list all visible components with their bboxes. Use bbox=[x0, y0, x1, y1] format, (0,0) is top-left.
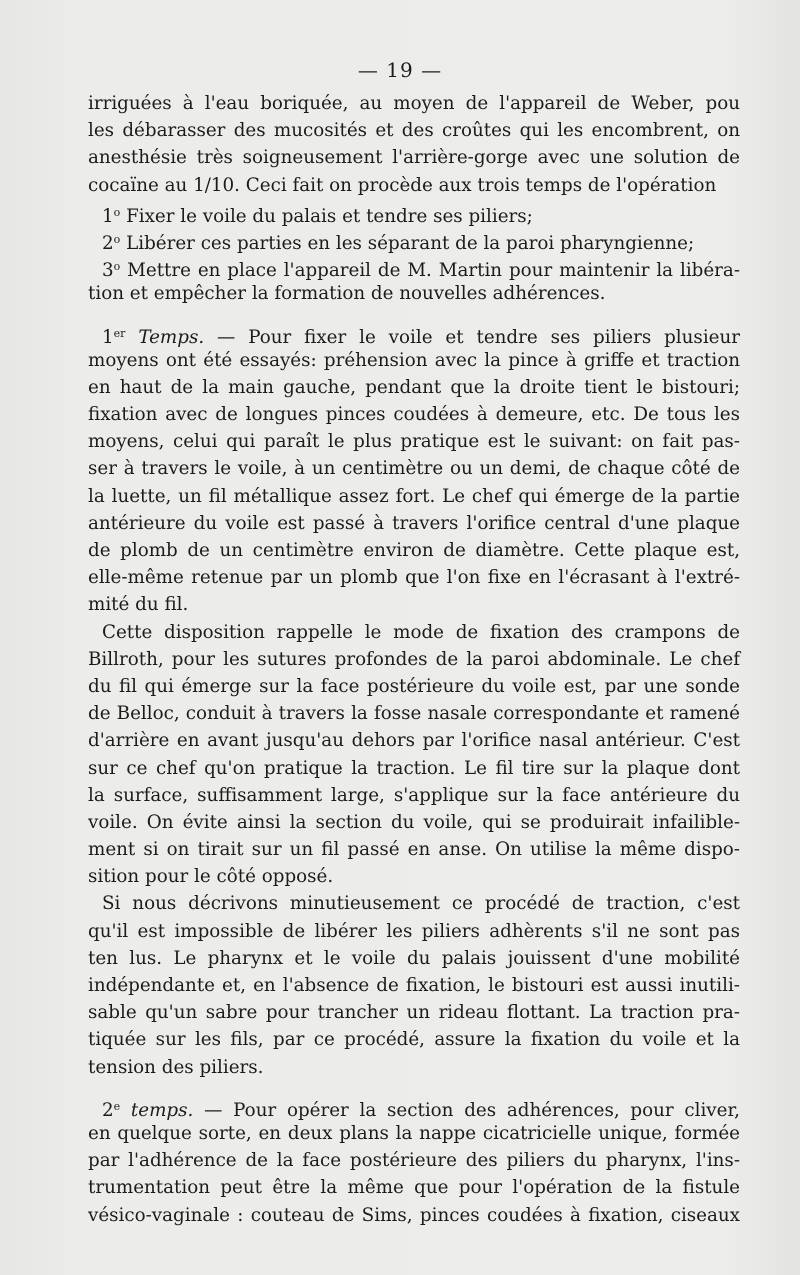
text-line: Cette disposition rappelle le mode de fixation des crampons de bbox=[102, 621, 740, 643]
text-line: la luette, un fil métallique assez fort. Le chef qui émerge de la partie bbox=[88, 485, 740, 507]
list-item-2: 2$^o$ Libérer ces parties en les séparant de la paroi pharyngienne; bbox=[102, 232, 695, 254]
text-line: antérieure du voile est passé à travers l'orifice central d'une plaque bbox=[88, 512, 740, 534]
text-line: du fil qui émerge sur la face postérieure du voile est, par une sonde bbox=[88, 675, 740, 697]
text-line: sur ce chef qu'on pratique la traction. Le fil tire sur la plaque dont bbox=[88, 757, 740, 779]
text-line: elle-même retenue par un plomb que l'on fixe en l'écrasant à l'extré- bbox=[88, 567, 740, 589]
text-line: voile. On évite ainsi la section du voile, qui se produirait infailible- bbox=[88, 811, 740, 833]
text-line: moyens ont été essayés: préhension avec la pince à griffe et traction bbox=[88, 349, 740, 371]
text-line: tion et empêcher la formation de nouvelles adhérences. bbox=[88, 283, 606, 305]
text-line: tension des piliers. bbox=[88, 1056, 264, 1078]
text-line: la surface, suffisamment large, s'applique sur la face antérieure du bbox=[88, 784, 740, 806]
text-line: tiquée sur les fils, par ce procédé, assure la fixation du voile et la bbox=[88, 1029, 740, 1051]
text-line: qu'il est impossible de libérer les piliers adhèrents s'il ne sont pas bbox=[88, 920, 740, 942]
text-line: ten lus. Le pharynx et le voile du palais jouissent d'une mobilité bbox=[88, 947, 740, 969]
section-heading-temps-2: 2e temps. — Pour opérer la section des adhérences, pour cliver, bbox=[102, 1099, 740, 1121]
section-heading-temps-1: 1er Temps. — Pour fixer le voile et tendre ses piliers plusieur bbox=[102, 326, 740, 348]
text-line: ser à travers le voile, à un centimètre ou un demi, de chaque côté de bbox=[88, 458, 740, 480]
page-number: — 19 — bbox=[357, 58, 443, 82]
text-line: indépendante et, en l'absence de fixation, le bistouri est aussi inutili- bbox=[88, 975, 740, 996]
text-line: ment si on tirait sur un fil passé en anse. On utilise la même dispo- bbox=[88, 839, 740, 861]
text-line: d'arrière en avant jusqu'au dehors par l'orifice nasal antérieur. C'est bbox=[88, 730, 740, 752]
text-line: sition pour le côté opposé. bbox=[88, 866, 334, 888]
text-line: en quelque sorte, en deux plans la nappe cicatricielle unique, formée bbox=[88, 1122, 740, 1144]
text-line: de Belloc, conduit à travers la fosse nasale correspondante et ramené bbox=[88, 703, 740, 725]
text-line: en haut de la main gauche, pendant que la droite tient le bistouri; bbox=[88, 376, 740, 398]
text-line: Si nous décrivons minutieusement ce procédé de traction, c'est bbox=[102, 893, 740, 915]
text-line: fixation avec de longues pinces coudées à demeure, etc. De tous les bbox=[88, 404, 740, 426]
list-item-1: 1$^o$ Fixer le voile du palais et tendre ses piliers; bbox=[102, 205, 533, 227]
text-line: irriguées à l'eau boriquée, au moyen de l'appareil de Weber, pou bbox=[88, 93, 740, 114]
text-line: Billroth, pour les sutures profondes de la paroi abdominale. Le chef bbox=[88, 648, 740, 670]
text-line: vésico-vaginale : couteau de Sims, pinces coudées à fixation, ciseaux bbox=[88, 1204, 740, 1226]
text-line: moyens, celui qui paraît le plus pratique est le suivant: on fait pas- bbox=[88, 431, 740, 453]
text-line: les débarasser des mucosités et des croûtes qui les encombrent, on bbox=[88, 120, 740, 142]
list-item-3: 3$^o$ Mettre en place l'appareil de M. Martin pour maintenir la libéra- bbox=[102, 260, 740, 282]
text-line: sable qu'un sabre pour trancher un rideau flottant. La traction pra- bbox=[88, 1002, 740, 1024]
text-line: trumentation peut être la même que pour l'opération de la fistule bbox=[88, 1177, 740, 1199]
text-line: par l'adhérence de la face postérieure des piliers du pharynx, l'ins- bbox=[88, 1150, 740, 1172]
text-line: cocaïne au 1/10. Ceci fait on procède aux trois temps de l'opération bbox=[88, 174, 717, 196]
body-text bbox=[88, 90, 740, 1229]
text-line: mité du fil. bbox=[88, 594, 189, 616]
text-line: de plomb de un centimètre environ de diamètre. Cette plaque est, bbox=[88, 540, 740, 561]
text-line: anesthésie très soigneusement l'arrière-gorge avec une solution de bbox=[88, 147, 740, 169]
